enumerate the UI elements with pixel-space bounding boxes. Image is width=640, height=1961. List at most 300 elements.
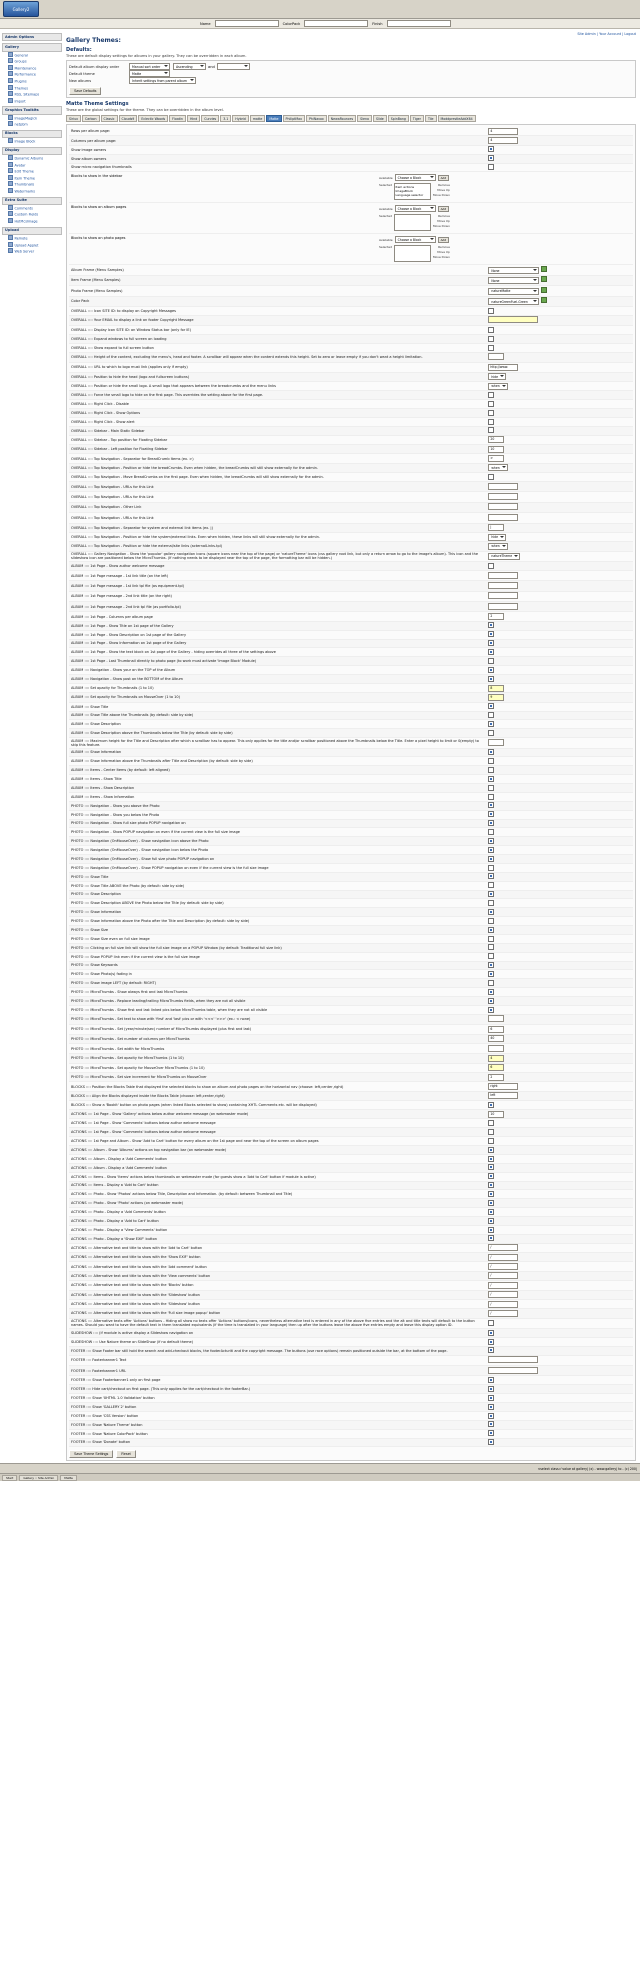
setting-row	[69, 846, 633, 855]
setting-text-input[interactable]: 8	[488, 685, 504, 692]
setting-label: PHOTO :::: Show Title	[69, 872, 486, 881]
selected-label: Selected	[379, 245, 393, 250]
setting-text-input[interactable]: 2	[488, 613, 504, 620]
block-move-up-button[interactable]: Move Up	[437, 188, 450, 193]
add-block-button[interactable]: Add	[438, 206, 450, 212]
setting-checkbox[interactable]	[488, 1007, 494, 1013]
taskbar-window-gallery[interactable]: Gallery :: Site Admin	[19, 1475, 58, 1481]
setting-checkbox[interactable]	[488, 622, 494, 628]
setting-label: Show album owners	[69, 154, 486, 163]
and-label: and	[208, 64, 215, 69]
available-label: Available	[379, 175, 393, 180]
setting-text-input[interactable]: 4	[488, 1055, 504, 1062]
setting-text-input[interactable]	[488, 353, 504, 360]
setting-text-input[interactable]	[488, 582, 518, 589]
setting-checkbox[interactable]	[488, 882, 494, 888]
setting-text-input[interactable]: /	[488, 1301, 518, 1308]
sidebar-item-netpbm[interactable]: netpbm	[2, 121, 62, 128]
setting-label: OVERALL :::: Right Click - Show Options	[69, 409, 486, 418]
default-sort-select[interactable]: Manual sort order	[129, 63, 170, 71]
setting-label: PHOTO :::: MicroThumbs - Show first and last linked pics below MicroThumbs table, when they are not all visible	[69, 1005, 486, 1014]
setting-checkbox[interactable]	[488, 563, 494, 569]
sidebar-item-hotpicsimage[interactable]: HotPicsImage	[2, 218, 62, 225]
setting-row	[69, 748, 633, 757]
setting-checkbox[interactable]	[488, 980, 494, 986]
setting-checkbox[interactable]	[488, 856, 494, 862]
setting-checkbox[interactable]	[488, 1330, 494, 1336]
link-logout[interactable]: Logout	[624, 32, 636, 36]
setting-checkbox[interactable]	[488, 838, 494, 844]
sidebar-item-comments[interactable]: Comments	[2, 205, 62, 212]
field-value-colorpack[interactable]	[304, 20, 368, 28]
setting-checkbox[interactable]	[488, 1173, 494, 1179]
setting-label: OVERALL :::: Right Click - Disable	[69, 400, 486, 409]
tab-hybrid[interactable]: Hybrid	[232, 115, 249, 122]
setting-checkbox[interactable]	[488, 703, 494, 709]
setting-checkbox[interactable]	[488, 767, 494, 773]
setting-text-input[interactable]	[488, 514, 518, 521]
setting-checkbox[interactable]	[488, 1377, 494, 1383]
picker-select[interactable]: None	[488, 267, 539, 274]
setting-checkbox[interactable]	[488, 640, 494, 646]
setting-label: ACTIONS :::: Photo - Display a 'View Comments' button	[69, 1225, 486, 1234]
setting-checkbox[interactable]	[488, 401, 494, 407]
setting-select[interactable]: natureTheme	[488, 553, 520, 560]
sidebar-item-image-block[interactable]: Image Block	[2, 138, 62, 145]
setting-control-cell	[486, 435, 633, 444]
setting-checkbox[interactable]	[488, 811, 494, 817]
setting-label: OVERALL :::: Force the small logo to hide on the first page. This overrides the setting above for the first page.	[69, 391, 486, 400]
sidebar-item-rss-sitemaps[interactable]: RSS, Sitemaps	[2, 91, 62, 98]
setting-label: ALBUM :::: 1st Page - Show Title on 1st page of the Gallery	[69, 621, 486, 630]
setting-control-cell	[486, 1394, 633, 1403]
setting-control-cell	[486, 1299, 633, 1308]
setting-control-cell	[486, 363, 633, 372]
setting-checkbox[interactable]	[488, 1209, 494, 1215]
setting-row	[69, 693, 633, 702]
setting-checkbox[interactable]	[488, 749, 494, 755]
setting-checkbox[interactable]	[488, 1430, 494, 1436]
sidebar-item-dynamic-albums[interactable]: Dynamic Albums	[2, 155, 62, 162]
setting-checkbox[interactable]	[488, 419, 494, 425]
available-blocks-select[interactable]: Choose a Block	[395, 174, 436, 181]
sidebar-item-general[interactable]: General	[2, 52, 62, 59]
setting-text-input[interactable]	[488, 503, 518, 510]
setting-text-input[interactable]: http://www.	[488, 364, 518, 371]
tab-classic[interactable]: Classic	[101, 115, 118, 122]
sidebar-item-edit-theme[interactable]: Edit Theme	[2, 168, 62, 175]
setting-text-input[interactable]: 4	[488, 137, 518, 144]
setting-control-cell	[486, 1337, 633, 1346]
setting-row	[69, 1128, 633, 1137]
setting-text-input[interactable]: |	[488, 524, 504, 531]
save-theme-settings-button[interactable]: Save Theme Settings	[69, 1450, 113, 1458]
setting-checkbox[interactable]	[488, 794, 494, 800]
setting-row	[69, 630, 633, 639]
setting-text-input[interactable]: 10	[488, 446, 504, 453]
setting-checkbox[interactable]	[488, 971, 494, 977]
available-blocks-select[interactable]: Choose a Block	[395, 236, 436, 243]
selected-blocks-list[interactable]	[394, 183, 431, 200]
setting-checkbox[interactable]	[488, 802, 494, 808]
setting-checkbox[interactable]	[488, 891, 494, 897]
setting-text-input[interactable]	[488, 1045, 504, 1052]
setting-text-input[interactable]: 9	[488, 694, 504, 701]
setting-checkbox[interactable]	[488, 847, 494, 853]
setting-row	[69, 1043, 633, 1053]
new-albums-select[interactable]: Inherit settings from parent album	[129, 77, 196, 85]
setting-row	[69, 612, 633, 621]
tab-eclectic-woods[interactable]: Eclectic Woods	[138, 115, 168, 122]
setting-checkbox[interactable]	[488, 944, 494, 950]
setting-checkbox[interactable]	[488, 1347, 494, 1353]
setting-checkbox[interactable]	[488, 1182, 494, 1188]
tab-3-1[interactable]: 3.1	[220, 115, 231, 122]
setting-checkbox[interactable]	[488, 909, 494, 915]
setting-checkbox[interactable]	[488, 631, 494, 637]
field-value-finish[interactable]	[387, 20, 451, 28]
sidebar-item-maintenance[interactable]: Maintenance	[2, 65, 62, 72]
preview-swatch-icon	[541, 276, 547, 282]
picker-select[interactable]: natureMatte	[488, 288, 539, 295]
setting-label: ACTIONS :::: Alternative texts offer 'Actions' buttons - Hiding all show no texts offer 'Actions' buttons/icons, nevertheless alternative text is entered in any of the above five entries and the alt and title texts will default to the button names. Should you want to have the default text in them translated equivalents (if the time is translated in your language) then up after the buttons leave the above five entries empty and leave this display option ID.	[69, 1318, 486, 1328]
setting-label: ALBUM :::: 1st Page - Show author welcome message	[69, 562, 486, 571]
setting-row	[69, 766, 633, 775]
picker-select[interactable]: None	[488, 277, 539, 284]
setting-checkbox[interactable]	[488, 918, 494, 924]
setting-row	[69, 775, 633, 784]
setting-label: ALBUM :::: Show Information above the Thumbnails after Title and Description (by default: side by side)	[69, 757, 486, 766]
setting-control-cell	[486, 1329, 633, 1338]
available-blocks-select[interactable]: Choose a Block	[395, 205, 436, 212]
tab-philiptmax[interactable]: PhiliptMax	[283, 115, 305, 122]
setting-select[interactable]: when	[488, 543, 507, 550]
setting-text-input[interactable]	[488, 483, 518, 490]
block-move-up-button[interactable]: Move Up	[437, 250, 450, 255]
setting-row	[69, 1309, 633, 1318]
setting-text-input[interactable]: /	[488, 1310, 518, 1317]
setting-text-input[interactable]: /	[488, 1291, 518, 1298]
tab-matte[interactable]: matte	[250, 115, 266, 122]
setting-checkbox[interactable]	[488, 1120, 494, 1126]
setting-checkbox[interactable]	[488, 1200, 494, 1206]
setting-control-cell	[486, 562, 633, 571]
save-defaults-button[interactable]: Save Defaults	[69, 87, 101, 95]
setting-row	[69, 863, 633, 872]
setting-checkbox[interactable]	[488, 1395, 494, 1401]
block-move-up-button[interactable]: Move Up	[437, 219, 450, 224]
picker-row	[69, 265, 633, 275]
setting-checkbox[interactable]	[488, 336, 494, 342]
setting-checkbox[interactable]	[488, 873, 494, 879]
setting-checkbox[interactable]	[488, 327, 494, 333]
setting-checkbox[interactable]	[488, 345, 494, 351]
setting-text-input[interactable]	[488, 316, 538, 323]
setting-checkbox[interactable]	[488, 1191, 494, 1197]
setting-checkbox[interactable]	[488, 392, 494, 398]
setting-checkbox[interactable]	[488, 1129, 494, 1135]
setting-checkbox[interactable]	[488, 658, 494, 664]
block-remove-button[interactable]: Remove	[438, 183, 450, 188]
taskbar-window-matte[interactable]: Matte	[60, 1475, 77, 1481]
setting-text-input[interactable]: /	[488, 1272, 518, 1279]
setting-checkbox[interactable]	[488, 730, 494, 736]
setting-checkbox[interactable]	[488, 776, 494, 782]
field-value-name[interactable]	[215, 20, 279, 28]
list-item[interactable]: ImageBlock	[395, 188, 414, 193]
setting-text-input[interactable]: right	[488, 1083, 518, 1090]
setting-text-input[interactable]: /	[488, 1282, 518, 1289]
setting-control-cell	[486, 881, 633, 890]
setting-checkbox[interactable]	[488, 998, 494, 1004]
tab-tile[interactable]: Tile	[425, 115, 437, 122]
setting-text-input[interactable]: 6	[488, 1064, 504, 1071]
tab-hind[interactable]: Hind	[187, 115, 200, 122]
block-remove-button[interactable]: Remove	[438, 245, 450, 250]
sidebar-item-watermarks[interactable]: Watermarks	[2, 188, 62, 195]
setting-row	[69, 1411, 633, 1420]
setting-checkbox[interactable]	[488, 427, 494, 433]
picker-control-cell	[486, 265, 633, 275]
tab-phinavox[interactable]: PhiNavox	[306, 115, 327, 122]
tab-newarounces[interactable]: NewaRounces	[328, 115, 356, 122]
sidebar-item-thumbnails[interactable]: Thumbnails	[2, 181, 62, 188]
tab-floatin[interactable]: Floatin	[169, 115, 186, 122]
setting-checkbox[interactable]	[488, 155, 494, 161]
setting-text-input[interactable]	[488, 1356, 538, 1363]
sidebar-item-import[interactable]: Import	[2, 98, 62, 105]
setting-text-input[interactable]: 2	[488, 1074, 504, 1081]
tab-slide[interactable]: Slide	[373, 115, 387, 122]
theme-settings-panel	[66, 124, 636, 1461]
setting-checkbox[interactable]	[488, 164, 494, 170]
block-move-down-button[interactable]: Move Down	[433, 224, 450, 229]
setting-checkbox[interactable]	[488, 820, 494, 826]
setting-label: PHOTO :::: Show Photo(s) fading in	[69, 970, 486, 979]
reset-button[interactable]: Reset	[116, 1450, 135, 1458]
setting-label: ALBUM :::: 1st Page - Last Thumbnail directly to photo page (to work must activate 'Image Block' Module)	[69, 657, 486, 666]
setting-text-input[interactable]: 20	[488, 436, 504, 443]
selected-blocks-list[interactable]	[394, 214, 431, 231]
tab-curvies[interactable]: Curvies	[201, 115, 219, 122]
setting-checkbox[interactable]	[488, 146, 494, 152]
sidebar-item-custom-fields[interactable]: Custom Fields	[2, 211, 62, 218]
setting-control-cell	[486, 136, 633, 145]
setting-row	[69, 1271, 633, 1280]
setting-checkbox[interactable]	[488, 1147, 494, 1153]
setting-text-input[interactable]: /	[488, 1254, 518, 1261]
tab-spinbang[interactable]: SpinBang	[388, 115, 409, 122]
picker-select[interactable]: natureGreenFuel-Green	[488, 298, 539, 305]
setting-checkbox[interactable]	[488, 1102, 494, 1108]
setting-text-input[interactable]: 40	[488, 1035, 504, 1042]
default-theme-select[interactable]: Matte	[129, 70, 170, 78]
setting-checkbox[interactable]	[488, 1138, 494, 1144]
setting-label: OVERALL :::: Top Navigation - URLs for this Link	[69, 492, 486, 502]
sidebar-item-upload-applet[interactable]: Upload Applet	[2, 242, 62, 249]
setting-checkbox[interactable]	[488, 962, 494, 968]
setting-checkbox[interactable]	[488, 829, 494, 835]
setting-row	[69, 1281, 633, 1290]
setting-checkbox[interactable]	[488, 927, 494, 933]
setting-label: PHOTO :::: MicroThumbs - Replace leading/trailing MicroThumbs fields, when they are not all visible	[69, 997, 486, 1006]
setting-checkbox[interactable]	[488, 1439, 494, 1445]
setting-label: ACTIONS :::: Photo - Display a 'Add Comments' button	[69, 1208, 486, 1217]
sidebar-item-avatar[interactable]: Avatar	[2, 162, 62, 169]
setting-row	[69, 1355, 633, 1365]
setting-control-cell	[486, 997, 633, 1006]
setting-select[interactable]: when	[488, 383, 507, 390]
tab-moddprestleaddx64[interactable]: ModdprestleAddX64	[438, 115, 476, 122]
setting-control-cell	[486, 523, 633, 532]
setting-checkbox[interactable]	[488, 1386, 494, 1392]
setting-label: OVERALL :::: Position or hide the small logo. A small logo that appears between the breadcrumbs and the menu links	[69, 381, 486, 390]
setting-select[interactable]: hide	[488, 534, 506, 541]
block-chooser-label: Blocks to show in the sidebar	[71, 174, 123, 179]
setting-checkbox[interactable]	[488, 758, 494, 764]
setting-control-cell	[486, 612, 633, 621]
setting-select[interactable]: when	[488, 464, 507, 471]
setting-checkbox[interactable]	[488, 1404, 494, 1410]
block-move-down-button[interactable]: Move Down	[433, 255, 450, 260]
setting-row	[69, 1199, 633, 1208]
setting-control-cell	[486, 445, 633, 454]
setting-text-input[interactable]: 10	[488, 1111, 504, 1118]
sidebar-item-plugins[interactable]: Plugins	[2, 78, 62, 85]
taskbar-start-button[interactable]: Start	[2, 1475, 17, 1481]
setting-checkbox[interactable]	[488, 1421, 494, 1427]
sidebar-item-imagemagick[interactable]: ImageMagick	[2, 115, 62, 122]
setting-text-input[interactable]: left	[488, 1092, 518, 1099]
setting-checkbox[interactable]	[488, 900, 494, 906]
picker-row	[69, 286, 633, 296]
setting-checkbox[interactable]	[488, 1227, 494, 1233]
setting-row	[69, 720, 633, 729]
setting-checkbox[interactable]	[488, 410, 494, 416]
link-site-admin[interactable]: Site Admin	[577, 32, 596, 36]
setting-label: PHOTO :::: MicroThumbs - Set size increment for MicroThumbs on MouseOver	[69, 1073, 486, 1082]
setting-checkbox[interactable]	[488, 1164, 494, 1170]
setting-text-input[interactable]	[488, 603, 518, 610]
sidebar-item-web-server[interactable]: Web Server	[2, 248, 62, 255]
setting-control-cell	[486, 551, 633, 561]
setting-text-input[interactable]: 6	[488, 1026, 504, 1033]
setting-control-cell	[486, 855, 633, 864]
tab-carbon[interactable]: Carbon	[82, 115, 99, 122]
setting-checkbox[interactable]	[488, 1320, 494, 1326]
setting-row	[69, 542, 633, 551]
tab-matte[interactable]: Matte	[266, 115, 281, 122]
setting-checkbox[interactable]	[488, 676, 494, 682]
setting-checkbox[interactable]	[488, 936, 494, 942]
setting-label: OVERALL :::: Show expand to full screen button	[69, 343, 486, 352]
setting-checkbox[interactable]	[488, 667, 494, 673]
sidebar-item-remote[interactable]: Remote	[2, 235, 62, 242]
setting-row	[69, 729, 633, 738]
setting-text-input[interactable]	[488, 592, 518, 599]
available-label: Available	[379, 206, 393, 211]
setting-control-cell	[486, 1146, 633, 1155]
setting-checkbox[interactable]	[488, 1339, 494, 1345]
setting-row	[69, 551, 633, 561]
setting-checkbox[interactable]	[488, 1235, 494, 1241]
setting-checkbox[interactable]	[488, 649, 494, 655]
setting-control-cell	[486, 837, 633, 846]
setting-checkbox[interactable]	[488, 308, 494, 314]
setting-checkbox[interactable]	[488, 1156, 494, 1162]
setting-text-input[interactable]: /	[488, 1263, 518, 1270]
tab-tiger[interactable]: Tiger	[410, 115, 424, 122]
setting-checkbox[interactable]	[488, 1413, 494, 1419]
setting-checkbox[interactable]	[488, 474, 494, 480]
admin-sidebar	[0, 29, 64, 1463]
list-item[interactable]: Language selector	[395, 192, 424, 197]
add-block-button[interactable]: Add	[438, 175, 450, 181]
setting-text-input[interactable]: 4	[488, 128, 518, 135]
setting-control-cell	[486, 1281, 633, 1290]
setting-label: PHOTO :::: Navigation (OnMouseOver) - Show navigation icon below the Photo	[69, 846, 486, 855]
setting-text-input[interactable]	[488, 1015, 504, 1022]
tab-siriux[interactable]: Siriux	[66, 115, 81, 122]
sidebar-item-performance[interactable]: Performance	[2, 71, 62, 78]
setting-row	[69, 602, 633, 612]
setting-checkbox[interactable]	[488, 1218, 494, 1224]
default-sort-direction-select[interactable]: Ascending	[173, 63, 206, 71]
sidebar-group-header: Blocks	[2, 130, 62, 138]
setting-row	[69, 1420, 633, 1429]
add-block-button[interactable]: Add	[438, 237, 450, 243]
sidebar-item-groups[interactable]: Groups	[2, 58, 62, 65]
preview-swatch-icon	[541, 297, 547, 303]
setting-checkbox[interactable]	[488, 865, 494, 871]
tab-clouds9[interactable]: Clouds9	[119, 115, 138, 122]
setting-control-cell	[486, 917, 633, 926]
setting-checkbox[interactable]	[488, 953, 494, 959]
setting-text-input[interactable]	[488, 739, 504, 746]
setting-control-cell	[486, 1346, 633, 1355]
setting-checkbox[interactable]	[488, 989, 494, 995]
setting-select[interactable]: hide	[488, 373, 506, 380]
sidebar-item-themes[interactable]: Themes	[2, 85, 62, 92]
default-sort-secondary-select[interactable]	[217, 63, 250, 71]
setting-checkbox[interactable]	[488, 721, 494, 727]
setting-control-cell	[486, 463, 633, 472]
setting-checkbox[interactable]	[488, 712, 494, 718]
setting-label: FOOTER :::: Footerbanner1 URL	[69, 1366, 486, 1376]
setting-text-input[interactable]	[488, 493, 518, 500]
setting-text-input[interactable]	[488, 572, 518, 579]
block-chooser-rows	[69, 172, 633, 265]
block-remove-button[interactable]: Remove	[438, 214, 450, 219]
tab-siena[interactable]: Siena	[357, 115, 372, 122]
setting-control-cell	[486, 1243, 633, 1252]
setting-control-cell	[486, 1217, 633, 1226]
list-item[interactable]: Item actions	[395, 184, 415, 189]
setting-row	[69, 463, 633, 472]
setting-label: ACTIONS :::: Alternative text and title to show with the 'View comments' button	[69, 1271, 486, 1280]
selected-blocks-list[interactable]	[394, 245, 431, 262]
setting-text-input[interactable]: >	[488, 455, 504, 462]
setting-checkbox[interactable]	[488, 785, 494, 791]
setting-row	[69, 899, 633, 908]
setting-row	[69, 1217, 633, 1226]
setting-label: OVERALL :::: URL to which to logo must link (applies only if empty)	[69, 363, 486, 372]
sidebar-item-item-theme[interactable]: Item Theme	[2, 175, 62, 182]
block-move-down-button[interactable]: Move Down	[433, 193, 450, 198]
setting-text-input[interactable]	[488, 1367, 538, 1374]
setting-text-input[interactable]: /	[488, 1244, 518, 1251]
link-your-account[interactable]: Your Account	[599, 32, 622, 36]
